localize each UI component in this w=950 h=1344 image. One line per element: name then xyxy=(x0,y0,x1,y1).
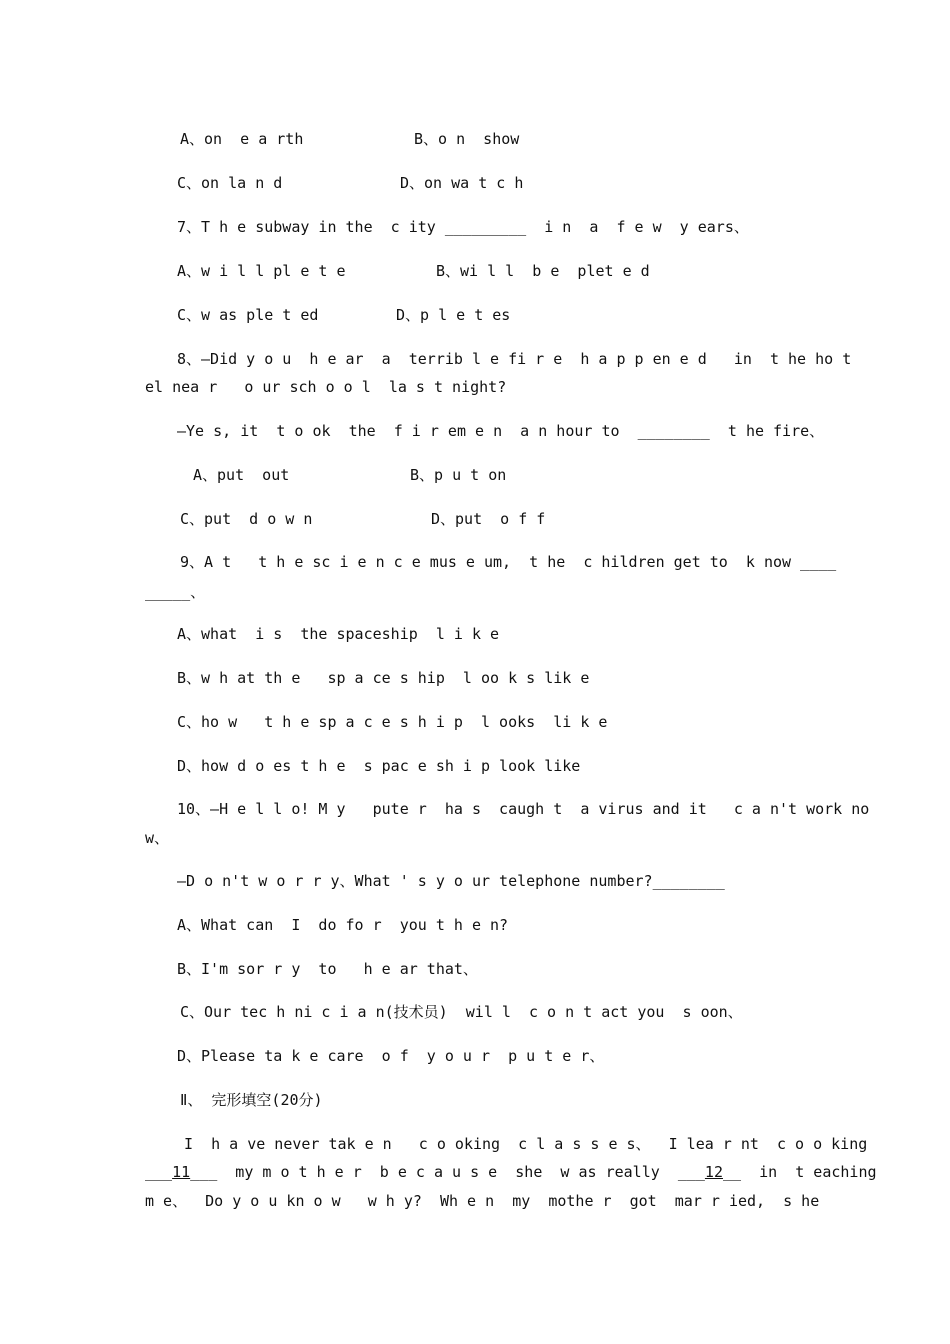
q7-option-b: B、wi l l b e plet e d xyxy=(436,262,650,280)
cloze-line2-pre: ___ xyxy=(145,1163,173,1181)
blank-11: 11 xyxy=(172,1163,191,1181)
q10-stem-line2: w、 xyxy=(145,829,170,847)
cloze-line2 xyxy=(145,1162,877,1182)
q8-stem-line1: 8、—Did y o u h e ar a terrib l e fi r e h a p p en e d in t he ho t xyxy=(177,350,852,368)
q9-stem-line2: _____、 xyxy=(145,583,206,601)
section-heading-cloze: Ⅱ、 完形填空(20分) xyxy=(180,1091,323,1109)
q8-stem-line2: el nea r o ur sch o o l la s t night? xyxy=(145,378,507,396)
cloze-line2-post: __ in t eaching xyxy=(722,1163,877,1181)
q8-option-a: A、put out xyxy=(193,466,290,484)
q7-option-d: D、p l e t es xyxy=(396,306,511,324)
blank-12: 12 xyxy=(704,1163,723,1181)
q10-option-c: C、Our tec h ni c i a n(技术员) wil l c o n t act you s oon、 xyxy=(180,1003,743,1021)
q8-option-b: B、p u t on xyxy=(410,466,507,484)
q9-stem-line1: 9、A t t h e sc i e n c e mus e um, t he c hildren get to k now ____ xyxy=(180,553,837,571)
q6-option-a: A、on e a rth xyxy=(180,130,304,148)
q6-option-b: B、o n show xyxy=(414,130,520,148)
cloze-line1: I h a ve never tak e n c o oking c l a s s e s、 I lea r nt c o o king xyxy=(184,1135,868,1153)
q10-reply-line: —D o n't w o r r y、What ' s y o ur telephone number?________ xyxy=(177,872,725,890)
q9-option-b: B、w h at th e sp a ce s hip l oo k s lik e xyxy=(177,669,590,687)
q7-stem: 7、T h e subway in the c ity _________ i n a f e w y ears、 xyxy=(177,218,749,236)
q10-stem-line1: 10、—H e l l o! M y pute r ha s caugh t a virus and it c a n't work no xyxy=(177,800,870,818)
q9-option-c: C、ho w t h e sp a c e s h i p l ooks li k e xyxy=(177,713,608,731)
q10-option-a: A、What can I do fo r you t h e n? xyxy=(177,916,509,934)
cloze-line2-mid: ___ my m o t h e r b e c a u s e she w as really ___ xyxy=(190,1163,705,1181)
q6-option-c: C、on la n d xyxy=(177,174,283,192)
q6-option-d: D、on wa t c h xyxy=(400,174,524,192)
q9-option-a: A、what i s the spaceship l i k e xyxy=(177,625,500,643)
q10-option-d: D、Please ta k e care o f y o u r p u t e r、 xyxy=(177,1047,605,1065)
q7-option-a: A、w i l l pl e t e xyxy=(177,262,346,280)
q8-answer-line: —Ye s, it t o ok the f i r em e n a n hour to ________ t he fire、 xyxy=(177,422,825,440)
q8-option-d: D、put o f f xyxy=(431,510,546,528)
q7-option-c: C、w as ple t ed xyxy=(177,306,319,324)
cloze-line3: m e、 Do y o u kn o w w h y? Wh e n my mothe r got mar r ied, s he xyxy=(145,1192,820,1210)
q10-option-b: B、I'm sor r y to h e ar that、 xyxy=(177,960,478,978)
q9-option-d: D、how d o es t h e s pac e sh i p look like xyxy=(177,757,581,775)
q8-option-c: C、put d o w n xyxy=(180,510,313,528)
